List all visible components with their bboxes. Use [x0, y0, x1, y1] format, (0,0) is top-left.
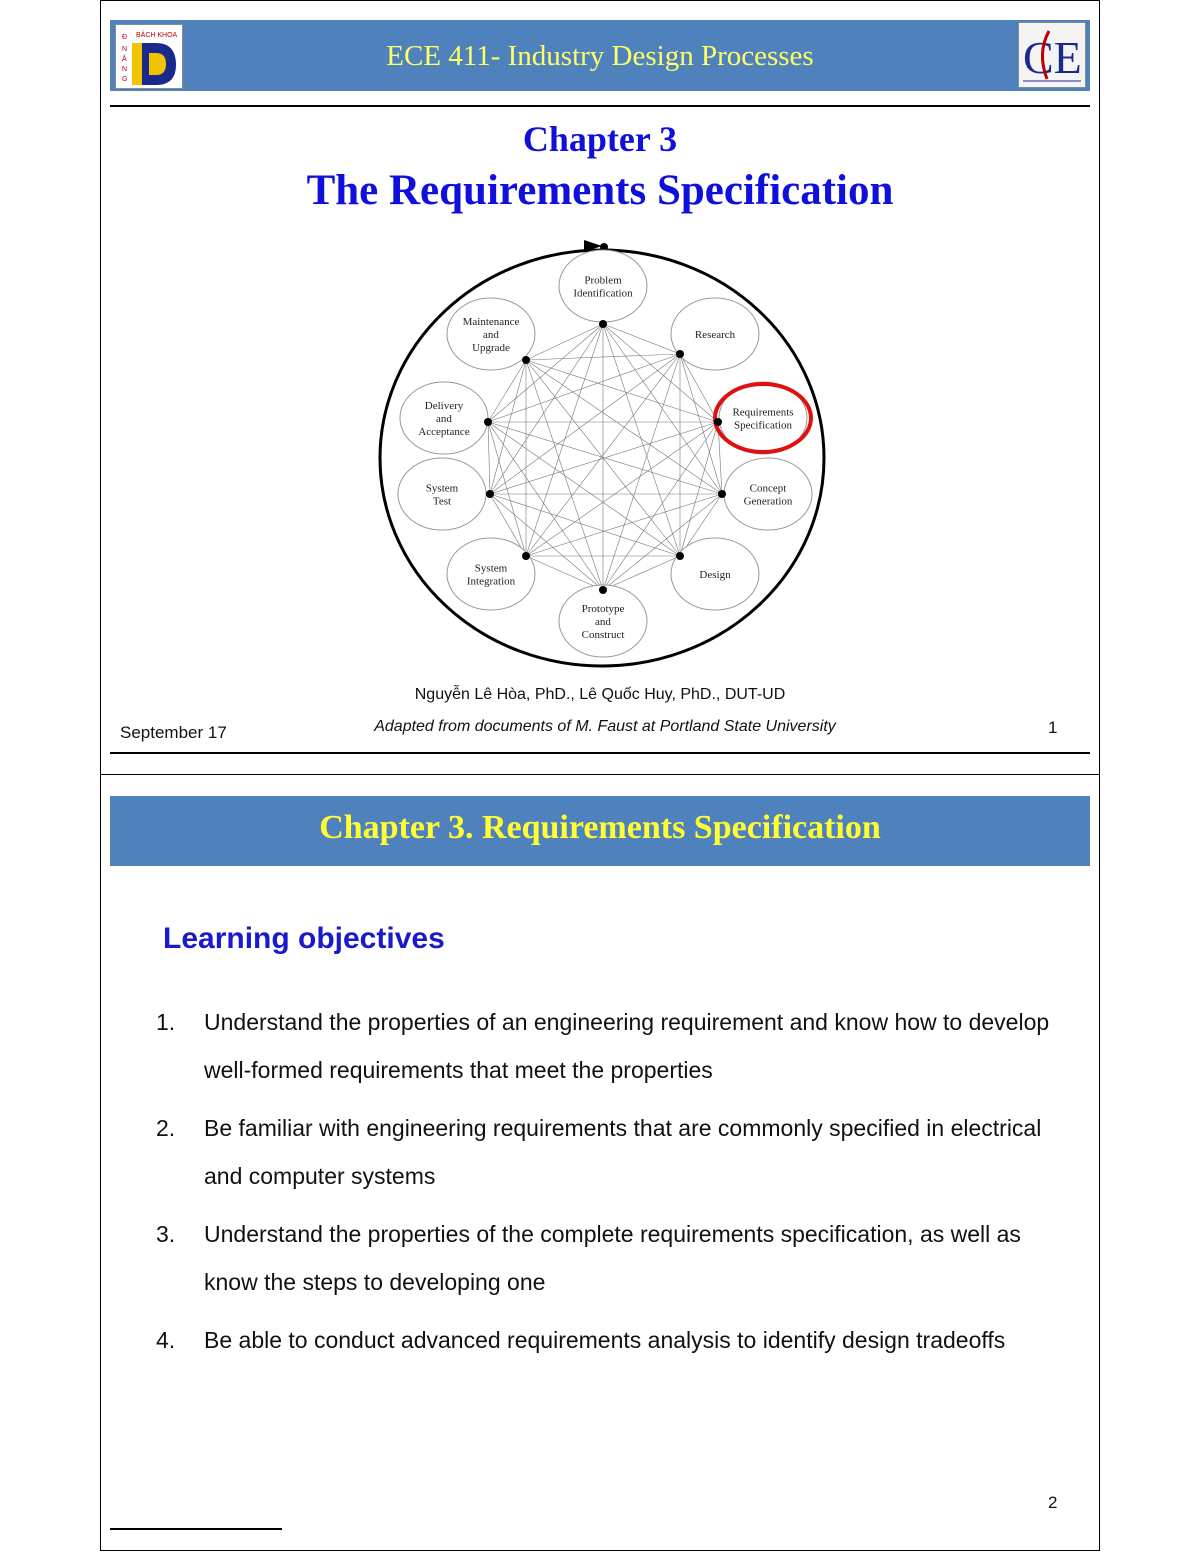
department-logo [1018, 22, 1086, 88]
design-process-cycle-diagram [370, 236, 830, 672]
objectives-list [150, 998, 1070, 1374]
connection-line [488, 422, 722, 494]
process-node-systemtest [398, 458, 486, 530]
objective-number: 2. [156, 1115, 176, 1141]
connection-node-dot [676, 552, 684, 560]
svg-text:G: G [122, 76, 128, 83]
svg-text:N: N [122, 66, 128, 73]
course-title: ECE 411- Industry Design Processes [386, 40, 814, 72]
slide-title: The Requirements Specification [306, 167, 894, 214]
ce-logo-icon [1019, 23, 1085, 87]
process-node-delivery [400, 382, 488, 454]
process-node-label: System [474, 562, 508, 575]
process-node-label: and [483, 329, 499, 341]
connection-line [488, 422, 526, 556]
footer-rule [110, 752, 1090, 754]
connection-line [603, 324, 680, 354]
objective-number: 4. [156, 1327, 176, 1353]
process-node-label: and [595, 616, 611, 628]
connection-node-dot [599, 320, 607, 328]
slide-date: September 17 [120, 723, 227, 742]
objective-text: Be able to conduct advanced requirements analysis to identify design tradeoffs [204, 1327, 1006, 1353]
svg-text:N: N [122, 46, 128, 53]
connection-node-dot [522, 552, 530, 560]
slide2-page-number: 2 [1048, 1493, 1058, 1512]
connection-line [526, 360, 603, 590]
process-node-label: System [425, 482, 459, 495]
connection-node-dot [599, 586, 607, 594]
connection-line [603, 354, 680, 590]
process-node-integration [447, 538, 535, 610]
header-rule [110, 105, 1090, 107]
slide2-header-banner [110, 796, 1090, 866]
slide1-header-banner [110, 20, 1090, 91]
slide2-title: Chapter 3. Requirements Specification [319, 809, 881, 846]
authors-line: Nguyễn Lê Hòa, PhD., Lê Quốc Huy, PhD., DUT-UD [414, 686, 786, 703]
connection-line [488, 354, 680, 422]
process-node-label: Construct [581, 629, 625, 641]
university-logo [115, 24, 183, 89]
process-node-label: Integration [466, 575, 516, 588]
connection-line [488, 422, 490, 494]
process-node-research [671, 298, 759, 370]
process-node-prototype [559, 585, 647, 657]
connection-line [526, 360, 718, 422]
process-node-label: Specification [733, 419, 793, 432]
bach-khoa-logo-icon [116, 25, 182, 88]
connection-line [526, 422, 718, 556]
objective-number: 3. [156, 1221, 176, 1247]
process-node-design [671, 538, 759, 610]
objective-text: Understand the properties of an engineering requirement and know how to develop well-formed requirements that meet the properties [204, 1009, 1050, 1083]
objective-item [150, 1104, 1070, 1200]
process-node-label: Identification [573, 287, 633, 300]
process-node-maintenance [447, 298, 535, 370]
slide-divider [100, 774, 1100, 775]
chapter-label: Chapter 3 [522, 119, 678, 159]
process-node-label: Upgrade [472, 342, 510, 354]
learning-objectives-heading: Learning objectives [163, 922, 445, 955]
process-node-label: and [436, 413, 452, 425]
svg-text:CE: CE [1023, 32, 1082, 83]
connection-line [490, 354, 680, 494]
process-node-problem [559, 250, 647, 322]
slide2-footer-rule [110, 1528, 282, 1530]
process-node-label: Problem [584, 274, 622, 287]
process-node-label: Concept [749, 482, 787, 495]
process-node-requirements [715, 382, 811, 454]
process-node-label: Generation [743, 495, 793, 508]
connection-node-dot [676, 350, 684, 358]
connection-node-dot [486, 490, 494, 498]
svg-text:Đ: Đ [122, 34, 128, 41]
process-node-label: Test [432, 495, 452, 508]
process-node-label: Prototype [581, 603, 625, 615]
objective-item [150, 1210, 1070, 1306]
objective-number: 1. [156, 1009, 176, 1035]
connection-node-dot [718, 490, 726, 498]
adapted-from-note: Adapted from documents of M. Faust at Portland State University [374, 718, 836, 735]
objective-item [150, 1316, 1070, 1364]
process-node-label: Requirements [732, 406, 794, 419]
objective-text: Be familiar with engineering requirements that are commonly specified in electrical and computer systems [204, 1115, 1042, 1189]
process-node-label: Design [699, 569, 731, 581]
process-node-label: Delivery [424, 400, 464, 412]
connection-line [526, 324, 603, 360]
connection-line [526, 360, 722, 494]
process-node-label: Research [694, 329, 736, 341]
connection-node-dot [714, 418, 722, 426]
process-node-label: Acceptance [418, 426, 470, 438]
connection-node-dot [522, 356, 530, 364]
svg-text:BÁCH KHOA: BÁCH KHOA [136, 32, 178, 39]
slide1-page-number: 1 [1048, 718, 1058, 737]
process-node-label: Maintenance [462, 316, 520, 328]
connection-node-dot [484, 418, 492, 426]
objective-text: Understand the properties of the complete requirements specification, as well as know the steps to developing one [204, 1221, 1021, 1295]
process-node-concept [724, 458, 812, 530]
svg-text:Ẵ: Ẵ [122, 56, 127, 63]
objective-item [150, 998, 1070, 1094]
